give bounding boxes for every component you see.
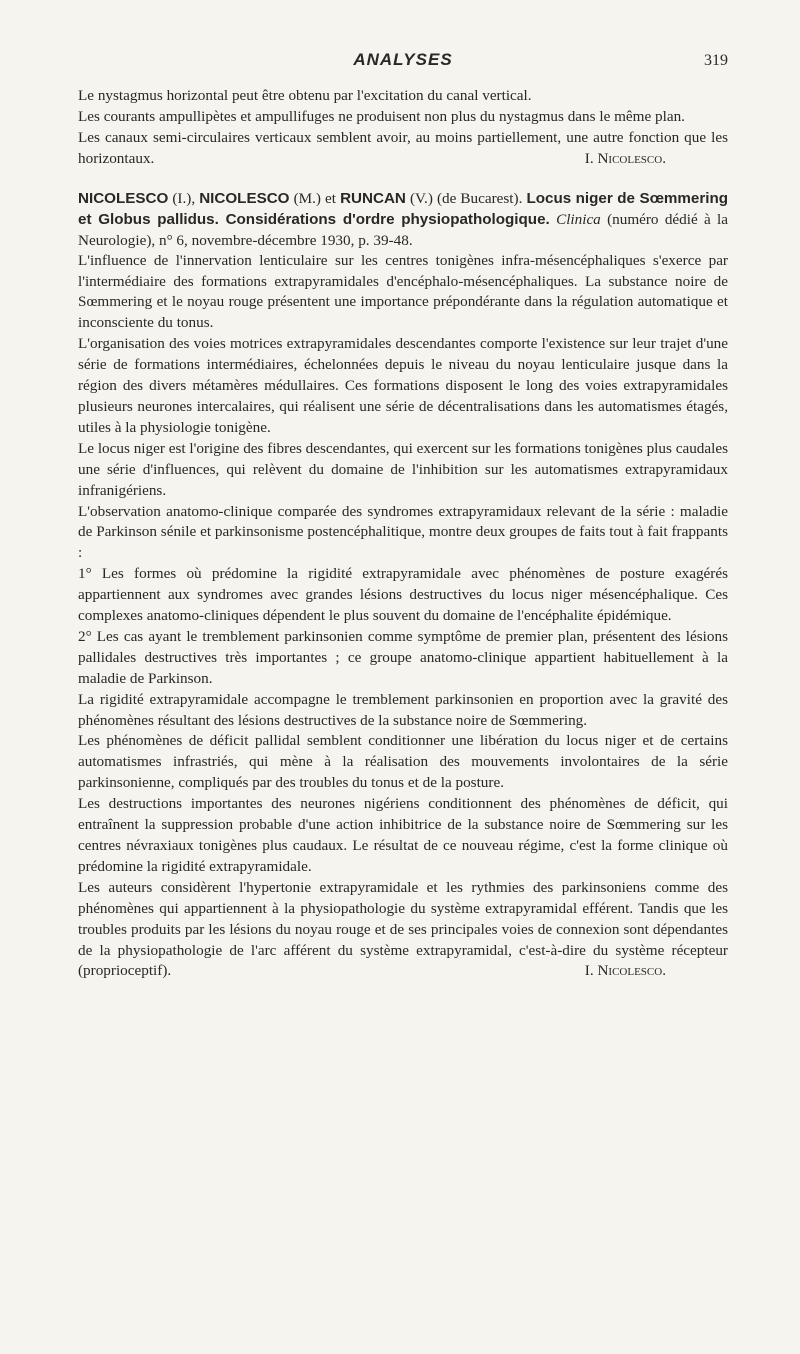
conjunction: et [325, 189, 337, 207]
author-signature: I. Nicolesco. [584, 149, 666, 167]
paragraph [78, 878, 728, 983]
article-title: Locus niger de Sœmmering et Globus pallidus. Considérations d'ordre physiopathologique. [78, 189, 729, 228]
author-signature: I. Nicolesco. [584, 962, 666, 980]
paragraph: Les destructions importantes des neurones nigériens conditionnent des phénomènes de déficit, qui entraînent la suppression probable d'une action inhibitrice de la substance noire de Sœmmering sur les centres névraxiaux tonigènes plus caudaux. Le résultat de ce nouveau régime, c'est la forme clinique où prédomine la rigidité extrapyramidale. [78, 795, 728, 875]
running-header [78, 50, 728, 74]
page-body [78, 86, 728, 982]
paragraph-text: Les auteurs considèrent l'hypertonie extrapyramidale et les rythmies des parkinsoniens comme des phénomènes qui appartiennent à la physiopathologie du système extrapyramidal efférent. Tandis que les troubles produits par les lésions du noyau rouge et de ses principales voies de connexion sont dépendantes de la physiopathologie de l'arc afférent du système extrapyramidal, c'est-à-dire du système récepteur (proprioceptif). [78, 878, 728, 980]
abstract-locus-niger [78, 188, 728, 983]
author-origin: (de Bucarest). [436, 189, 523, 207]
paragraph: Les courants ampullipètes et ampullifuges ne produisent non plus du nystagmus dans le même plan. [78, 107, 685, 125]
paragraph: La rigidité extrapyramidale accompagne le tremblement parkinsonien en proportion avec la gravité des phénomènes résultant des lésions destructives de la substance noire de Sœmmering. [78, 690, 728, 729]
author-name: NICOLESCO [78, 189, 169, 207]
header-title: ANALYSES [353, 50, 453, 69]
publication-details: (numéro dédié à la Neurologie), n° 6, novembre-décembre 1930, p. 39-48. [78, 210, 729, 249]
paragraph: L'observation anatomo-clinique comparée des syndromes extrapyramidaux relevant de la série : maladie de Parkinson sénile et parkinsonisme postencéphalitique, montre deux groupes de faits tout à fait frappants : [78, 502, 728, 562]
paragraph-text: Les canaux semi-circulaires verticaux semblent avoir, au moins partiellement, une autre fonction que les horizontaux. [78, 128, 728, 167]
paragraph: L'organisation des voies motrices extrapyramidales descendantes comporte l'existence sur leur trajet d'une série de formations intermédiaires, échelonnées depuis le niveau du noyau lenticulaire jusque dans la région des divers métamères médullaires. Ces formations disposent le long des voies extrapyramidales plusieurs neurones intercalaires, qui réalisent une série de décentralisations dans les automatismes étagés, utiles à la physiologie tonigène. [78, 335, 728, 436]
author-initial: (M.) [293, 189, 321, 207]
author-name: NICOLESCO [199, 189, 290, 207]
bibliographic-reference [78, 188, 728, 251]
paragraph: 2° Les cas ayant le tremblement parkinsonien comme symptôme de premier plan, présentent des lésions pallidales destructives très importantes ; ce groupe anatomo-clinique appartient habituellement à la maladie de Parkinson. [78, 627, 728, 687]
paragraph: Le locus niger est l'origine des fibres descendantes, qui exercent sur les formations tonigènes plus caudales une série d'influences, qui relèvent du domaine de l'inhibition sur les automatismes extrapyramidaux infranigériens. [78, 439, 728, 499]
abstract-nystagmus [78, 86, 728, 170]
page-number: 319 [704, 52, 728, 69]
author-initial: (I.), [172, 189, 196, 207]
paragraph [78, 128, 728, 170]
journal-name: Clinica [556, 210, 601, 228]
section-spacer [78, 170, 728, 188]
author-initial: (V.) [409, 189, 433, 207]
paragraph: Le nystagmus horizontal peut être obtenu par l'excitation du canal vertical. [78, 87, 532, 104]
paragraph: L'influence de l'innervation lenticulaire sur les centres tonigènes infra-mésencéphaliques s'exerce par l'intermédiaire des formations extrapyramidales d'encéphalo-mésencéphaliques. La substance noire de Sœmmering et le noyau rouge présentent une importance prépondérante dans la régulation automatique et inconsciente du tonus. [78, 251, 728, 332]
paragraph: 1° Les formes où prédomine la rigidité extrapyramidale avec phénomènes de posture exagérés appartiennent aux syndromes avec grandes lésions destructives du locus niger mésencéphalique. Ces complexes anatomo-cliniques dépendent le plus souvent du domaine de l'encéphalite épidémique. [78, 565, 728, 625]
paragraph: Les phénomènes de déficit pallidal semblent conditionner une libération du locus niger et de certains automatismes infrastriés, qui mène à la réalisation des mouvements involontaires de la série parkinsonienne, compliqués par des troubles du tonus et de la posture. [78, 732, 728, 792]
author-name: RUNCAN [340, 189, 406, 207]
